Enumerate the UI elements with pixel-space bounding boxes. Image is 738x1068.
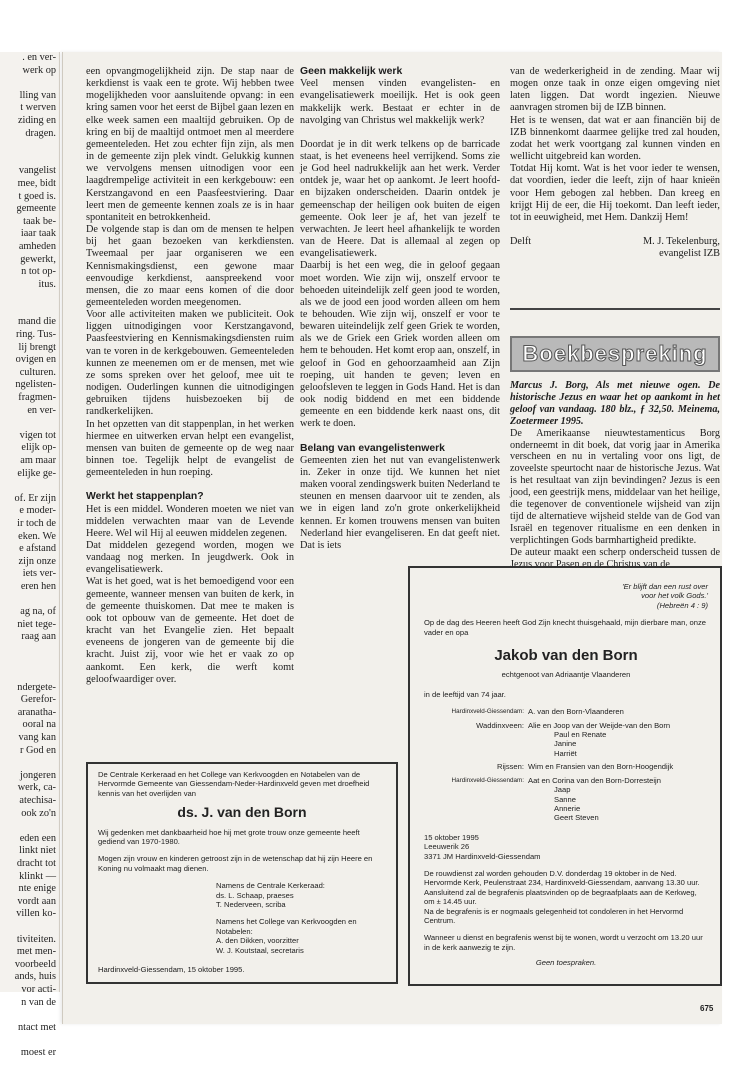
paragraph: Gemeenten zien het nut van evangelistenwerk in. Zeker in onze tijd. We kunnen het niet maken vooral zendingswerk buiten Nederland te steunen en mensen daarvoor uit te zenden, als we in eigen land zo'n grote onkerkelijkheid kennen. Er komen trouwens mensen van buiten Nederland hier evangeliseren. En dat geeft niet. Dat is iets [300, 454, 500, 551]
margin-fragment: raag aan [21, 631, 56, 643]
margin-fragment: vangelist [18, 165, 56, 177]
signatories-kerkeraad [98, 881, 386, 909]
church-notice [86, 762, 398, 984]
paragraph: Het is te wensen, dat wat er aan financiën bij de IZB binnenkomt daarmee gelijke tred zal houden, zodat het werk voortgang zal kunnen vinden en wellicht uitgebreid kan worden. [510, 114, 720, 163]
signature-role: evangelist IZB [659, 248, 720, 260]
margin-fragment [0, 77, 59, 90]
margin-fragment [0, 820, 59, 833]
margin-fragment: mand die [17, 316, 56, 328]
margin-fragment: r God en [19, 744, 56, 756]
margin-fragment [0, 594, 59, 607]
margin-fragment: lij brengt [18, 341, 56, 353]
paragraph: Wat is het goed, wat is het bemoedigend voor een gemeente, wanneer mensen van buiten de kerk, in de gemeente thuiskomen. Dat mee te maken is ook tot opbouw van de gemeente. Het doet de kracht van het Evangelie zien. Het bepaalt eveneens de jongeren van de gemeente bij die kracht. Juist zij, voor wie het er vaak zo op aankomt. Een kerk, die werft komt geloofwaardiger over. [86, 576, 294, 685]
paragraph: Voor alle activiteiten maken we publiciteit. Ook liggen uitnodigingen voor Kerstzangavond, Paasfeestviering en Kennismakingsdiensten ruim van te voren in de kerkgebouwen. Gemeenteleden kunnen ze meenemen om er de mensen, met wie ze soms spreken over het geloof, mee uit te nodigen. Ouderlingen kunnen die uitnodigingen gebruiken tijdens huisbezoeken bij de randkerkelijken. [86, 309, 294, 418]
paragraph: een opvangmogelijkheid zijn. De stap naar de kerkdienst is vaak een te grote. Wij hebben twee mogelijkheden voor aansluitende opvang: in een kring samen voor het eerst de Bijbel gaan lezen en elke week samen een maaltijd gebruiken. Op de kring en bij de maaltijd ontmoet men al meerdere gemeenteleden. Het zou echter fijn zijn, als men in de gemeente zijn plek vindt. Gelukkig kunnen we vervolgens mensen uitnodigen voor een laagdrempelige activiteit in een kerkgebouw: een Kerstzangavond en een Paasfeestviering. Daar leert men de gemeente kennen zoals ze is in haar spontaniteit en betrokkenheid. [86, 66, 294, 223]
book-review [510, 380, 720, 571]
margin-fragment: ziding en [17, 114, 56, 126]
margin-fragment: linkt niet [19, 845, 56, 857]
margin-fragment: gewerkt, [20, 253, 56, 265]
margin-fragment: e moder- [19, 505, 56, 517]
family-names [528, 707, 708, 716]
obituary-notice [408, 566, 722, 986]
paragraph: De Amerikaanse nieuwtestamenticus Borg onderneemt in dit boek, dat vorig jaar in Amerika verscheen en nu in vertaling voor ons ligt, de zoveelste speurtocht naar de historische Jezus. Wat is het resultaat van zijn bevindingen? Jezus is een jood, een geestrijk mens, middelaar van het heilige, die tegenover de conventionele wijsheid van zijn tijd de alternatieve wijsheid stelde van de God van Israël en tegenover ritualisme en een denken in verplichtingen Gods barmhartigheid predikte. [510, 427, 720, 546]
margin-fragment: moest er [20, 1046, 56, 1058]
margin-fragment: itus. [38, 278, 56, 290]
margin-fragment: ir toch de [17, 517, 56, 529]
family-member: Harriët [554, 748, 577, 758]
family-member: Wim en Fransien van den Born-Hoogendijk [528, 762, 674, 772]
sign-line: A. den Dikken, voorzitter [216, 936, 299, 946]
column-1 [86, 66, 294, 686]
margin-fragment [0, 140, 59, 153]
family-row [424, 776, 708, 823]
family-member: Annerie [554, 803, 581, 813]
family-row [424, 721, 708, 759]
bible-quote [424, 582, 708, 610]
margin-fragment [0, 480, 59, 493]
margin-fragment: lling van [19, 89, 56, 101]
margin-fragment: tiviteiten. [16, 933, 56, 945]
margin-fragment: n tot op- [21, 266, 56, 278]
margin-fragment: am maar [20, 455, 56, 466]
margin-fragment: e afstand [19, 543, 56, 555]
paragraph: Totdat Hij komt. Wat is het voor ieder te wensen, dat voordien, ieder die leeft, zijn of haar knieën voor Hem gebogen zal hebben. Dan kreeg en krijgt Hij de eer, die Hij toekomt. Dan leeft ieder, tot in eeuwigheid, met Hem. Dankzij Hem! [510, 163, 720, 223]
family-member: Paul en Renate [554, 730, 607, 740]
margin-fragment: ntact met [17, 1021, 56, 1033]
margin-fragment: elijke ge- [17, 467, 56, 479]
margin-fragment: dracht tot [16, 858, 56, 869]
margin-fragment: en ver- [27, 404, 56, 416]
paragraph: van de wederkerigheid in de zending. Maar wij mogen onze taak in onze eigen omgeving niet laten liggen. Dat wordt ingezien. Nieuwe aanvragen stromen bij de IZB binnen. [510, 66, 720, 114]
obituary-postcode: 3371 JM Hardinxveld-Giessendam [424, 851, 541, 861]
margin-fragment [0, 669, 59, 682]
family-place: Rijssen: [496, 762, 524, 772]
margin-fragment: villen ko- [16, 908, 56, 920]
page-number: 675 [700, 1004, 714, 1013]
column-3 [510, 66, 720, 260]
margin-fragment [0, 1009, 59, 1022]
margin-fragment: ndergete- [17, 681, 56, 693]
margin-fragment: ngelisten- [15, 379, 56, 391]
margin-fragment: vordt aan [17, 895, 56, 907]
margin-fragment: ook zo'n [21, 807, 56, 819]
margin-fragment [0, 417, 59, 430]
margin-fragment: fragmen- [18, 392, 56, 404]
condolence-info: Na de begrafenis is er nogmaals gelegenheid tot condoleren in het Hervormd Centrum. [424, 906, 684, 925]
margin-fragment: werk, ca- [17, 782, 56, 794]
family-member: Alie en Joop van der Weijde-van den Born [528, 720, 671, 730]
margin-fragment [0, 153, 59, 166]
family-list [424, 707, 708, 822]
signatories-kerkvoogden [98, 917, 386, 955]
sign-line: T. Nederveen, scriba [216, 900, 286, 910]
margin-fragment: ovigen en [15, 354, 56, 366]
margin-fragment: t goed is. [18, 190, 56, 202]
margin-fragment: n van de [21, 996, 56, 1008]
margin-fragment: t werven [20, 102, 56, 114]
margin-fragment: ring. Tus- [15, 329, 56, 341]
family-names [528, 776, 708, 823]
margin-fragment: eren hen [20, 580, 56, 592]
paragraph: Doordat je in dit werk telkens op de barricade staat, is het eveneens heel verrijkend. Soms zie je God heel nadrukkelijk aan het werk. Verder ontdek je, waar het op aankomt. Je leert hoofd- en bijzaken onderscheiden. Daarin ontdek je gemeenschap der heiligen ook buiten de eigen gemeente. Ook leer je af, het van jezelf te verwachten. Je leert heel afhankelijk te worden van de Heere. Dat is allemaal al zegen op evangelisatiewerk. [300, 138, 500, 260]
section-heading: Belang van evangelistenwerk [300, 442, 445, 454]
paragraph: Dat middelen gezegend worden, mogen we vandaag nog merken. In jeugdwerk. Ook in evangelisatiewerk. [86, 539, 294, 576]
divider [510, 308, 720, 310]
notice-name: ds. J. van den Born [177, 804, 307, 821]
paragraph: In het opzetten van dit stappenplan, in het werken hiermee en uitwerken ervan helpt een evangelist, mensen van buiten de gemeente op de weg naar binnen toe. Tegelijk helpt de evangelist de gemeenteleden in hun roeping. [86, 418, 294, 479]
signature-place: Delft [510, 236, 532, 248]
margin-fragment: amheden [18, 240, 56, 252]
deceased-name: Jakob van den Born [494, 647, 638, 665]
obituary-intro: Op de dag des Heeren heeft God Zijn knecht thuisgehaald, mijn dierbare man, onze vader en opa [424, 618, 706, 637]
margin-fragment: met men- [16, 946, 56, 958]
family-names [528, 721, 708, 759]
margin-fragment: aranatha- [17, 706, 56, 718]
family-place: Waddinxveen: [476, 720, 524, 730]
margin-fragment: taak be- [23, 215, 56, 227]
paragraph: De auteur maakt een scherp onderscheid tussen de Jezus voor Pasen en de Christus van de [510, 546, 720, 570]
margin-fragment: ag na, of [20, 606, 56, 618]
family-member: A. van den Born-Vlaanderen [528, 707, 624, 717]
closing-line: Geen toespraken. [535, 958, 597, 968]
margin-fragment: Gerefor- [20, 694, 56, 706]
section-heading: Geen makkelijk werk [300, 66, 403, 77]
margin-fragment [0, 657, 59, 670]
margin-fragment: zijn onze [18, 555, 56, 567]
margin-fragment: ooral na [22, 719, 56, 731]
margin-fragment: werk op [22, 64, 56, 76]
family-names [528, 762, 708, 771]
service-info: De rouwdienst zal worden gehouden D.V. donderdag 19 oktober in de Ned. Hervormde Kerk, Peulenstraat 234, Hardinxveld-Giessendam, aanvang 13.30 uur. [424, 868, 700, 888]
margin-fragment: eken. We [18, 530, 56, 542]
margin-fragment: vang kan [18, 732, 56, 744]
paragraph: Veel mensen vinden evangelisten- en evangelisatiewerk moeilijk. Het is ook geen makkelijk werk. Bestaat er echter in de navolging van Christus wel makkelijk werk? [300, 78, 500, 126]
notice-place-date: Hardinxveld-Giessendam, 15 oktober 1995. [98, 965, 245, 975]
margin-fragment: klinkt — [19, 870, 56, 882]
spouse-line: echtgenoot van Adriaantje Vlaanderen [501, 670, 631, 680]
margin-fragment: vigen tot [19, 429, 56, 441]
margin-fragment: elijk op- [21, 442, 56, 454]
obituary-date: 15 oktober 1995 [424, 832, 479, 842]
paragraph: Daarbij is het een weg, die in geloof gegaan moet worden. Wie zijn wij, onszelf ervoor te behoeden uiteindelijk zelf geen jood te worden, als we de jood een jood worden alleen om hem te behouden. Wie zijn wij, onszelf er voor te bewaren uiteindelijk zelf geen Griek te worden, als we de Griek een Griek worden alleen om hem te behouden. Het komt erop aan, onszelf, in geloof in God en gehoorzaamheid aan Zijn roeping, uit handen te geven; leven en geloofsleven te leggen in Gods Hand. Het is dan ook nodig biddend en met een biddende gemeente en een biddende kerk naast ons, dit werk te doen. [300, 260, 500, 430]
quote-line: 'Er blijft dan een rust over [622, 582, 708, 591]
column-2 [300, 66, 500, 552]
margin-fragment [0, 291, 59, 304]
margin-fragment: voorbeeld [14, 958, 56, 970]
family-row [424, 762, 708, 771]
banner-label: Boekbespreking [522, 341, 708, 366]
margin-fragment [0, 921, 59, 934]
margin-fragment: atechisa- [19, 795, 56, 807]
family-member: Janine [554, 739, 577, 749]
sign-line: W. J. Koutstaal, secretaris [216, 945, 304, 955]
burial-info: Aansluitend zal de begrafenis plaatsvinden op de begraafplaats aan de Kerkweg, om ± 14.45 uur. [424, 887, 697, 907]
margin-fragment: of. Er zijn [14, 492, 56, 504]
family-row [424, 707, 708, 716]
obituary-street: Leeuwerik 26 [424, 842, 470, 852]
family-member: Jaap [554, 785, 571, 795]
margin-fragment: niet tege- [17, 618, 56, 630]
section-banner [510, 336, 720, 372]
age-line: in de leeftijd van 74 jaar. [424, 689, 506, 699]
margin-fragment: iets ver- [22, 568, 56, 580]
margin-fragment: dragen. [25, 127, 56, 139]
margin-fragment: jongeren [19, 769, 56, 781]
section-heading: Werkt het stappenplan? [86, 491, 204, 503]
margin-fragment: mee, bidt [17, 177, 56, 189]
signature-author: M. J. Tekelenburg, [643, 236, 720, 248]
quote-reference: (Hebreën 4 : 9) [656, 600, 708, 610]
family-member: Geert Steven [554, 813, 599, 823]
margin-fragment: gemeente [16, 203, 56, 215]
family-place: Hardinxveld-Giessendam: [451, 708, 524, 716]
margin-fragment: ands, huis [14, 971, 56, 983]
family-member: Sanne [554, 794, 576, 804]
margin-fragment: . en ver- [22, 52, 56, 63]
margin-fragment [0, 1034, 59, 1047]
review-heading: Marcus J. Borg, Als met nieuwe ogen. De historische Jezus en waar het op aankomt in het geloof van vandaag. 180 blz., ƒ 32,50. Meinema, Zoetermeer 1995. [510, 380, 720, 427]
margin-fragment: eden een [19, 832, 56, 844]
margin-fragment: nte enige [18, 883, 56, 895]
margin-fragment [0, 304, 59, 317]
previous-page-fragment [0, 52, 60, 1058]
sign-line: ds. L. Schaap, praeses [216, 890, 294, 900]
paragraph: Wij gedenken met dankbaarheid hoe hij met grote trouw onze gemeente heeft gediend van 1970-1980. [98, 827, 360, 847]
margin-fragment [0, 644, 59, 657]
paragraph: Het is een middel. Wonderen moeten we niet van middelen verwachten maar van de Levende Heere. Wel wil Hij al eeuwen middelen zegenen. [86, 503, 294, 539]
sign-line: Namens de Centrale Kerkeraad: [216, 881, 325, 891]
family-member: Aat en Corina van den Born-Dorresteijn [528, 775, 661, 785]
family-place: Hardinxveld-Giessendam: [451, 776, 524, 784]
margin-fragment: iaar taak [20, 228, 56, 240]
margin-fragment: culturen. [19, 366, 56, 378]
margin-fragment [0, 757, 59, 770]
attendance-note: Wanneer u dienst en begrafenis wenst bij te wonen, wordt u verzocht om 13.20 uur in de kerk aanwezig te zijn. [424, 933, 703, 952]
signature [510, 236, 720, 248]
notice-intro: De Centrale Kerkeraad en het College van Kerkvoogden en Notabelen van de Hervormde Gemeente van Giessendam-Neder-Hardinxveld geven met droefheid kennis van het overlijden van [98, 770, 370, 798]
paragraph: De volgende stap is dan om de mensen te helpen bij het gaan bezoeken van kerkdiensten. Tweemaal per jaar organiseren we een Kennismakingsdienst, een gewone maar eenvoudige kerkdienst, aanspreekend voor mensen, die zo maar eens komen of die door gemeenteleden worden meegenomen. [86, 224, 294, 308]
quote-line: voor het volk Gods.' [641, 591, 708, 601]
sign-line: Namens het College van Kerkvoogden en Notabelen: [216, 917, 357, 936]
margin-fragment: vor acti- [21, 983, 56, 995]
paragraph: Mogen zijn vrouw en kinderen getroost zijn in de wetenschap dat hij zijn Heere en Koning nu volmaakt mag dienen. [98, 854, 373, 873]
